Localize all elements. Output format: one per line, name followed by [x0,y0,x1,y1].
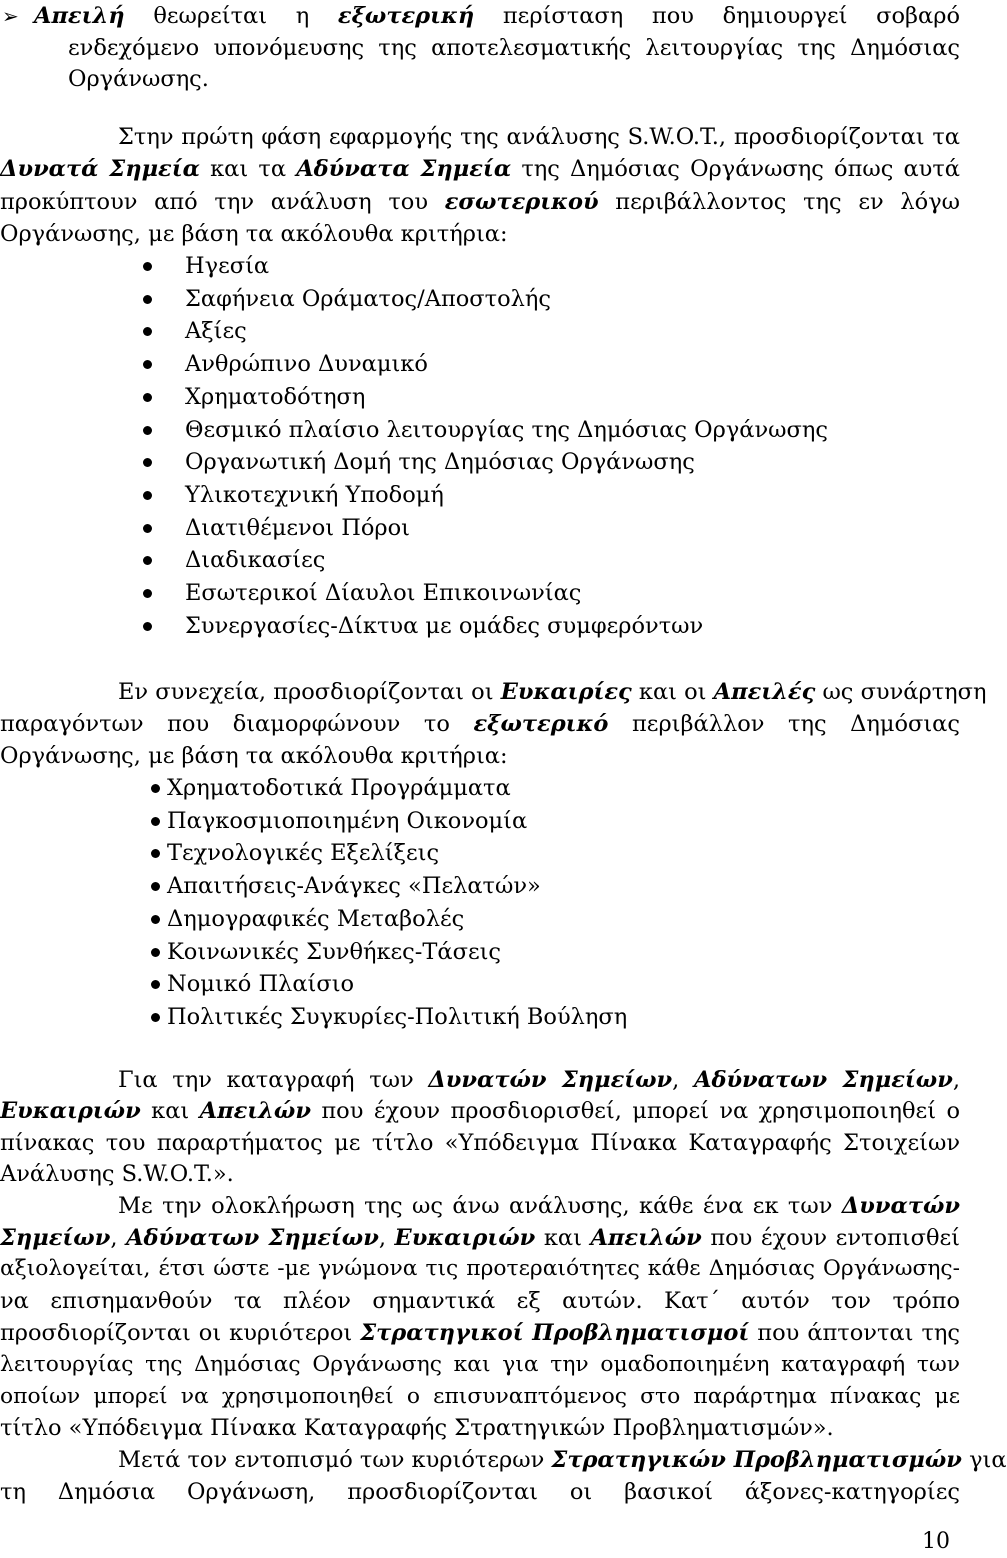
paragraph-evaluation-line-8: τίτλο «Υπόδειγμα Πίνακα Καταγραφής Στρατηγικών Προβληματισμών». [0,1415,834,1441]
paragraph-swot-line-3: προκύπτουν από την ανάλυση του εσωτερικού περιβάλλοντος της εν λόγω [0,189,960,215]
paragraph-swot-line-2: Δυνατά Σημεία και τα Αδύνατα Σημεία της Δημόσιας Οργάνωσης όπως αυτά [0,156,961,182]
external-criterion-list-item: Πολιτικές Συγκυρίες-Πολιτική Βούληση [167,1003,628,1030]
internal-criterion-list-item: Διαδικασίες [185,547,326,574]
paragraph-threat-line-2: ενδεχόμενο υπονόμευσης της αποτελεσματικής λειτουργίας της Δημόσιας [68,35,960,61]
internal-criterion-list-item: Συνεργασίες-Δίκτυα με ομάδες συμφερόντων [185,612,704,639]
paragraph-evaluation-line-7: οποίων μπορεί να χρησιμοποιηθεί ο επισυναπτόμενος στο παράρτημα πίνακας με [0,1384,960,1409]
external-criterion-list-item: Χρηματοδοτικά Προγράμματα [167,775,511,801]
arrow-bullet-icon: ➢ [2,4,19,28]
bullet-dot-icon [143,426,152,435]
external-criterion-list-item: Κοινωνικές Συνθήκες-Τάσεις [167,938,502,965]
internal-criterion-list-item: Υλικοτεχνική Υποδομή [185,481,444,508]
bullet-dot-icon [143,327,152,336]
bullet-dot-icon [151,1013,160,1022]
paragraph-external-line-2: παραγόντων που διαμορφώνουν το εξωτερικό περιβάλλον της Δημόσιας [0,711,960,737]
paragraph-evaluation-line-5: προσδιορίζονται οι κυριότεροι Στρατηγικοί Προβληματισμοί που άπτονται της [0,1320,960,1346]
term-threat: Απειλή [34,3,125,29]
paragraph-evaluation-line-2: Σημείων, Αδύνατων Σημείων, Ευκαιριών και Απειλών που έχουν εντοπισθεί [0,1225,960,1251]
external-criterion-list-item: Απαιτήσεις-Ανάγκες «Πελατών» [167,873,541,900]
bullet-dot-icon [151,784,160,793]
paragraph-threat-line-1: Απειλή θεωρείται η εξωτερική περίσταση που δημιουργεί σοβαρό [34,3,961,29]
paragraph-threat-line-3: Οργάνωσης. [68,66,209,92]
page-number: 10 [922,1529,950,1554]
bullet-dot-icon [143,262,152,271]
internal-criterion-list-item: Σαφήνεια Οράματος/Αποστολής [185,285,551,312]
internal-criterion-list-item: Εσωτερικοί Δίαυλοι Επικοινωνίας [185,580,582,606]
external-criterion-list-item: Δημογραφικές Μεταβολές [167,905,465,932]
bullet-dot-icon [151,915,160,924]
bullet-dot-icon [151,980,160,989]
paragraph-strategic-line-2: τη Δημόσια Οργάνωση, προσδιορίζονται οι βασικοί άξονες-κατηγορίες [0,1479,960,1505]
bullet-dot-icon [151,948,160,957]
bullet-dot-icon [143,524,152,533]
internal-criterion-list-item: Θεσμικό πλαίσιο λειτουργίας της Δημόσιας Οργάνωσης [185,416,828,443]
paragraph-recording-line-3: πίνακας του παραρτήματος με τίτλο «Υπόδειγμα Πίνακα Καταγραφής Στοιχείων [0,1130,960,1156]
paragraph-evaluation-line-4: να επισημανθούν τα πλέον σημαντικά εξ αυτών. Κατ΄ αυτόν τον τρόπο [0,1288,960,1314]
paragraph-swot-line-1: Στην πρώτη φάση εφαρμογής της ανάλυσης S.W.O.T., προσδιορίζονται τα [118,124,960,150]
bullet-dot-icon [143,360,152,369]
internal-criterion-list-item: Οργανωτική Δομή της Δημόσιας Οργάνωσης [185,449,695,476]
bullet-dot-icon [151,882,160,891]
paragraph-evaluation-line-6: λειτουργίας της Δημόσιας Οργάνωσης και για την ομαδοποιημένη καταγραφή των [0,1352,960,1377]
internal-criterion-list-item: Ηγεσία [185,253,270,279]
paragraph-strategic-line-1: Μετά τον εντοπισμό των κυριότερων Στρατηγικών Προβληματισμών για [118,1447,1007,1473]
paragraph-evaluation-line-3: αξιολογείται, έτσι ώστε -με γνώμονα τις προτεραιότητες κάθε Δημόσιας Οργάνωσης- [0,1256,960,1281]
internal-criterion-list-item: Αξίες [185,318,247,345]
external-criterion-list-item: Τεχνολογικές Εξελίξεις [167,840,440,867]
bullet-dot-icon [143,458,152,467]
external-criterion-list-item: Νομικό Πλαίσιο [167,971,355,998]
internal-criterion-list-item: Χρηματοδότηση [185,383,366,410]
paragraph-recording-line-1: Για την καταγραφή των Δυνατών Σημείων, Αδύνατων Σημείων, [118,1067,960,1093]
bullet-dot-icon [151,849,160,858]
paragraph-external-line-3: Οργάνωσης, με βάση τα ακόλουθα κριτήρια: [0,743,508,769]
bullet-dot-icon [143,622,152,631]
paragraph-recording-line-2: Ευκαιριών και Απειλών που έχουν προσδιορισθεί, μπορεί να χρησιμοποιηθεί ο [0,1098,960,1124]
paragraph-external-line-1: Εν συνεχεία, προσδιορίζονται οι Ευκαιρίες και οι Απειλές ως συνάρτηση [118,679,987,705]
paragraph-evaluation-line-1: Με την ολοκλήρωση της ως άνω ανάλυσης, κάθε ένα εκ των Δυνατών [118,1193,960,1219]
paragraph-swot-line-4: Οργάνωσης, με βάση τα ακόλουθα κριτήρια: [0,221,508,247]
external-criterion-list-item: Παγκοσμιοποιημένη Οικονομία [167,807,528,834]
bullet-dot-icon [143,295,152,304]
bullet-dot-icon [143,491,152,500]
paragraph-recording-line-4: Ανάλυσης S.W.O.T.». [0,1161,234,1187]
bullet-dot-icon [143,393,152,402]
internal-criterion-list-item: Ανθρώπινο Δυναμικό [185,351,428,378]
bullet-dot-icon [143,589,152,598]
bullet-dot-icon [151,817,160,826]
bullet-dot-icon [143,556,152,565]
internal-criterion-list-item: Διατιθέμενοι Πόροι [185,514,410,541]
